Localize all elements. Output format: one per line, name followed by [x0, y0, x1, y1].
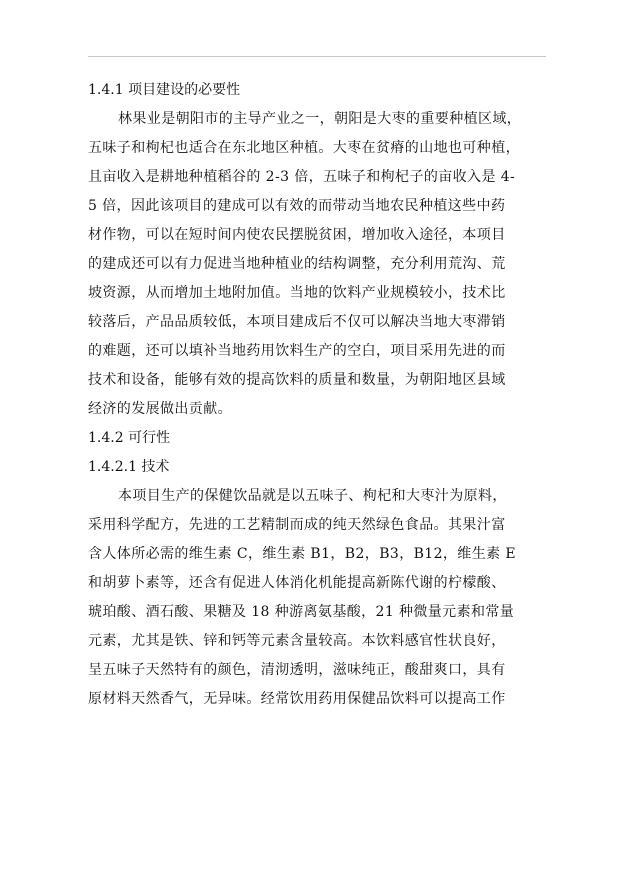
text-line: 较落后，产品品质较低，本项目建成后不仅可以解决当地大枣滞销	[88, 314, 506, 330]
text-line: 琥珀酸、酒石酸、果糖及 18 种游离氨基酸，21 种微量元素和常量	[88, 604, 515, 620]
text-line: 本项目生产的保健饮品就是以五味子、枸杞和大枣汁为原料，	[118, 488, 507, 504]
text-line: 且亩收入是耕地种植稻谷的 2-3 倍，五味子和枸杞子的亩收入是 4-	[88, 169, 516, 185]
paragraph-necessity	[88, 105, 548, 424]
text-line: 呈五味子天然特有的颜色，清沏透明，滋味纯正，酸甜爽口，具有	[88, 662, 506, 678]
text-line: 含人体所必需的维生素 C，维生素 B1，B2，B3，B12，维生素 E	[88, 546, 516, 562]
header-rule	[88, 56, 546, 57]
text-line: 林果业是朝阳市的主导产业之一，朝阳是大枣的重要种植区域，	[118, 111, 522, 127]
section-heading-1-4-2-1: 1.4.2.1 技术	[88, 459, 170, 475]
text-line: 5 倍，因此该项目的建成可以有效的而带动当地农民种植这些中药	[88, 198, 506, 214]
text-line: 元素，尤其是铁、锌和钙等元素含量较高。本饮料感官性状良好，	[88, 633, 506, 649]
section-heading-1-4-2: 1.4.2 可行性	[88, 430, 171, 446]
text-line: 和胡萝卜素等，还含有促进人体消化机能提高新陈代谢的柠檬酸、	[88, 575, 506, 591]
paragraph-technology	[88, 482, 548, 714]
text-line: 坡资源，从而增加土地附加值。当地的饮料产业规模较小，技术比	[88, 285, 506, 301]
text-line: 经济的发展做出贡献。	[88, 401, 232, 417]
document-body	[88, 76, 548, 714]
text-line: 原材料天然香气，无异味。经常饮用药用保健品饮料可以提高工作	[88, 691, 506, 707]
text-line: 采用科学配方，先进的工艺精制而成的纯天然绿色食品。其果汁富	[88, 517, 506, 533]
text-line: 材作物，可以在短时间内使农民摆脱贫困，增加收入途径，本项目	[88, 227, 506, 243]
section-heading-1-4-1: 1.4.1 项目建设的必要性	[88, 82, 241, 98]
text-line: 技术和设备，能够有效的提高饮料的质量和数量，为朝阳地区县域	[88, 372, 506, 388]
text-line: 的难题，还可以填补当地药用饮料生产的空白，项目采用先进的而	[88, 343, 506, 359]
text-line: 的建成还可以有力促进当地种植业的结构调整，充分利用荒沟、荒	[88, 256, 506, 272]
text-line: 五味子和枸杞也适合在东北地区种植。大枣在贫瘠的山地也可种植，	[88, 140, 520, 156]
